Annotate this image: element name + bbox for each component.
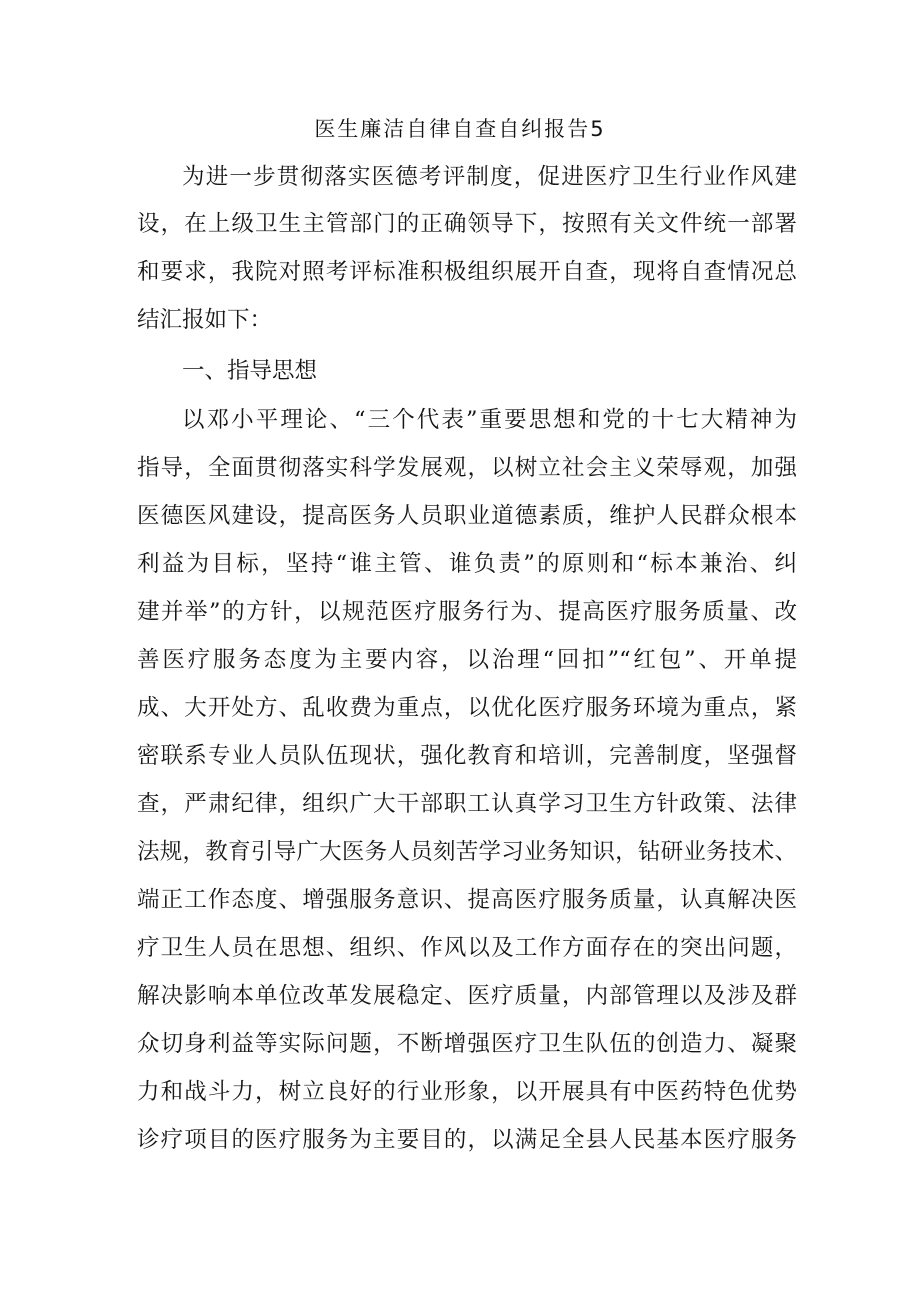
body-line: 疗卫生人员在思想、组织、作风以及工作方面存在的突出问题， xyxy=(137,935,797,961)
body-line: 法规，教育引导广大医务人员刻苦学习业务知识，钻研业务技术、 xyxy=(137,839,797,865)
body-line: 力和战斗力，树立良好的行业形象，以开展具有中医药特色优势 xyxy=(137,1079,797,1105)
document-title: 医生廉洁自律自查自纠报告5 xyxy=(314,117,606,141)
body-line: 成、大开处方、乱收费为重点，以优化医疗服务环境为重点，紧 xyxy=(137,695,797,721)
body-line: 查，严肃纪律，组织广大干部职工认真学习卫生方针政策、法律 xyxy=(137,791,797,817)
body-line: 密联系专业人员队伍现状，强化教育和培训，完善制度，坚强督 xyxy=(137,743,797,769)
body-line: 以邓小平理论、“三个代表”重要思想和党的十七大精神为 xyxy=(182,407,797,433)
intro-line: 和要求，我院对照考评标准积极组织展开自查，现将自查情况总 xyxy=(137,259,797,285)
intro-line: 结汇报如下： xyxy=(137,307,273,333)
section-heading: 一、指导思想 xyxy=(182,358,318,384)
body-line: 指导，全面贯彻落实科学发展观，以树立社会主义荣辱观，加强 xyxy=(137,455,797,481)
body-line: 诊疗项目的医疗服务为主要目的，以满足全县人民基本医疗服务 xyxy=(137,1127,797,1153)
body-line: 医德医风建设，提高医务人员职业道德素质，维护人民群众根本 xyxy=(137,503,797,529)
body-line: 众切身利益等实际问题，不断增强医疗卫生队伍的创造力、凝聚 xyxy=(137,1031,797,1057)
body-line: 建并举”的方针，以规范医疗服务行为、提高医疗服务质量、改 xyxy=(137,599,797,625)
intro-line: 设，在上级卫生主管部门的正确领导下，按照有关文件统一部署 xyxy=(137,211,797,237)
body-line: 解决影响本单位改革发展稳定、医疗质量，内部管理以及涉及群 xyxy=(137,983,797,1009)
intro-line: 为进一步贯彻落实医德考评制度，促进医疗卫生行业作风建 xyxy=(182,164,797,190)
body-line: 利益为目标，坚持“谁主管、谁负责”的原则和“标本兼治、纠 xyxy=(137,551,797,577)
body-line: 善医疗服务态度为主要内容，以治理“回扣”“红包”、开单提 xyxy=(137,647,797,673)
body-line: 端正工作态度、增强服务意识、提高医疗服务质量，认真解决医 xyxy=(137,887,797,913)
